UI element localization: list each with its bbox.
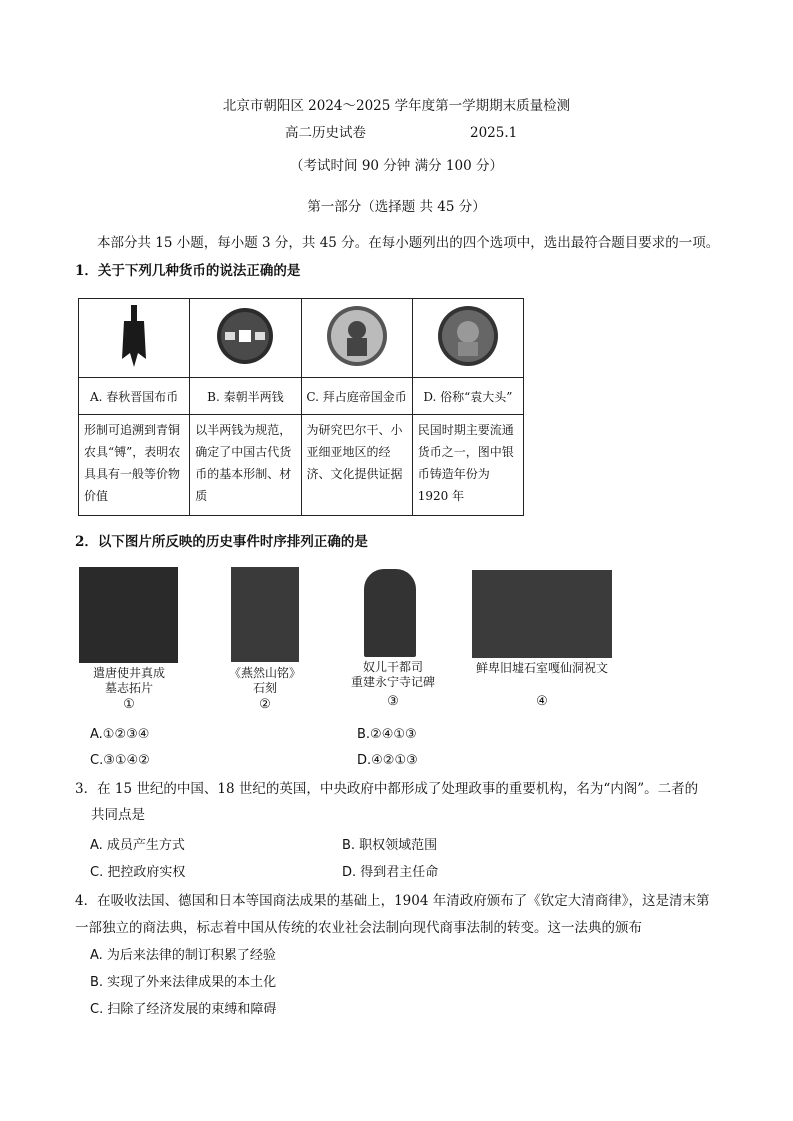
q1-stem: 1．关于下列几种货币的说法正确的是 xyxy=(75,263,301,279)
coin-name-b: B. 秦朝半两钱 xyxy=(190,378,301,415)
subject-label: 高二历史试卷 xyxy=(285,125,366,141)
caption-3-line2: 重建永宁寺记碑 xyxy=(350,675,435,689)
q2-option-b[interactable]: B.②④①③ xyxy=(357,727,417,742)
coin-desc-a: 形制可追溯到青铜农具“镈”，表明农具具有一般等价物价值 xyxy=(79,415,190,516)
exam-title: 北京市朝阳区 2024～2025 学年度第一学期期末质量检测 xyxy=(222,98,571,114)
q2-stem: 2．以下图片所反映的历史事件时序排列正确的是 xyxy=(75,534,368,550)
coin-name-d: D. 俗称“袁大头” xyxy=(412,378,523,415)
caption-1-num: ① xyxy=(123,697,135,712)
q3-option-c[interactable]: C. 把控政府实权 xyxy=(90,865,186,880)
q3-stem-line1: 3．在 15 世纪的中国、18 世纪的英国，中央政府中都形成了处理政事的重要机构，名为“内阁”。二者的 xyxy=(75,781,699,797)
q2-option-c[interactable]: C.③①④② xyxy=(90,753,150,768)
q4-stem-line2: 一部独立的商法典，标志着中国从传统的农业社会法制向现代商事法制的转变。这一法典的颁布 xyxy=(75,920,642,936)
byzantine-coin-icon xyxy=(325,304,389,368)
inscription-image-4 xyxy=(472,570,612,658)
caption-2-line2: 石刻 xyxy=(252,681,277,695)
banliang-coin-icon xyxy=(215,306,275,366)
yuan-coin-icon xyxy=(436,304,500,368)
q3-option-d[interactable]: D. 得到君主任命 xyxy=(342,865,439,880)
q4-stem-line1: 4．在吸收法国、德国和日本等国商法成果的基础上，1904 年清政府颁布了《钦定大清商律》，这是清末第 xyxy=(75,893,710,909)
caption-3-num: ③ xyxy=(387,694,399,709)
q3-option-a[interactable]: A. 成员产生方式 xyxy=(90,838,185,853)
q4-option-c[interactable]: C. 扫除了经济发展的束缚和障碍 xyxy=(90,1002,277,1017)
q3-stem-line2: 共同点是 xyxy=(91,807,145,823)
stele-image-3 xyxy=(364,569,416,657)
rubbing-image-1 xyxy=(79,567,178,663)
coin-cell-c xyxy=(301,299,412,378)
exam-info: （考试时间 90 分钟 满分 100 分） xyxy=(290,158,503,174)
section-title: 第一部分（选择题 共 45 分） xyxy=(307,199,486,215)
q4-option-b[interactable]: B. 实现了外来法律成果的本土化 xyxy=(90,975,277,990)
coin-name-c: C. 拜占庭帝国金币 xyxy=(301,378,412,415)
coin-cell-b xyxy=(190,299,301,378)
coin-cell-d xyxy=(412,299,523,378)
coin-name-a: A. 春秋晋国布币 xyxy=(79,378,190,415)
coin-desc-b: 以半两钱为规范，确定了中国古代货币的基本形制、材质 xyxy=(190,415,301,516)
coin-table xyxy=(78,298,524,516)
caption-4-num: ④ xyxy=(536,694,548,709)
caption-2-line1: 《燕然山铭》 xyxy=(228,666,301,680)
q3-option-b[interactable]: B. 职权领域范围 xyxy=(342,838,438,853)
rubbing-image-2 xyxy=(231,567,299,662)
caption-1-line2: 墓志拓片 xyxy=(104,681,153,695)
coin-desc-c: 为研究巴尔干、小亚细亚地区的经济、文化提供证据 xyxy=(301,415,412,516)
caption-1-line1: 遣唐使井真成 xyxy=(92,666,165,680)
q4-option-a[interactable]: A. 为后来法律的制订积累了经验 xyxy=(90,948,276,963)
coin-cell-a xyxy=(79,299,190,378)
caption-2-num: ② xyxy=(259,697,271,712)
spade-coin-icon xyxy=(114,303,154,369)
section-intro: 本部分共 15 小题，每小题 3 分，共 45 分。在每小题列出的四个选项中，选出最符合题目要求的一项。 xyxy=(97,235,720,251)
caption-3-line1: 奴儿干都司 xyxy=(362,660,423,674)
q2-option-d[interactable]: D.④②①③ xyxy=(357,753,418,768)
exam-date: 2025.1 xyxy=(470,125,518,141)
coin-desc-d: 民国时期主要流通货币之一，图中银币铸造年份为 1920 年 xyxy=(412,415,523,516)
caption-4-line1: 鲜卑旧墟石室嘎仙洞祝文 xyxy=(475,661,608,675)
q2-option-a[interactable]: A.①②③④ xyxy=(90,727,150,742)
